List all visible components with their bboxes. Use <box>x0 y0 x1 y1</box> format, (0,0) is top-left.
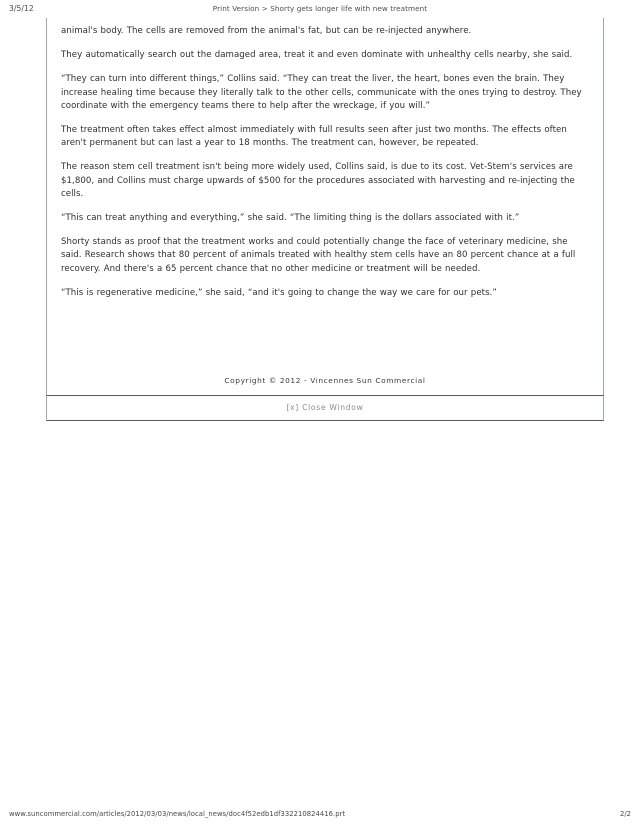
article-paragraph: “This is regenerative medicine,” she said, “and it's going to change the way we care for our pets.” <box>61 287 497 298</box>
article-container <box>46 18 604 396</box>
article-paragraph: They automatically search out the damaged area, treat it and even dominate with unhealthy cells nearby, she said. <box>61 50 573 61</box>
article-paragraph: “They can turn into different things,” Collins said. “They can treat the liver, the heart, bones even the brain. They increase healing time because they literally talk to the other cells, communicate with the ones trying to destroy. They coordinate with the emergency teams there to help after the wreckage, if you will.” <box>61 74 582 111</box>
copyright-notice: Copyright © 2012 - Vincennes Sun Commercial <box>224 376 426 385</box>
print-page-title: Print Version > Shorty gets longer life with new treatment <box>212 4 428 13</box>
article-paragraph: The treatment often takes effect almost immediately with full results seen after just two months. The effects often aren't permanent but can last a year to 18 months. The treatment can, however, be repeated. <box>61 125 567 149</box>
print-header <box>0 4 640 18</box>
article-paragraph: Shorty stands as proof that the treatment works and could potentially change the face of veterinary medicine, she said. Research shows that 80 percent of animals treated with healthy stem cells have an 80 percent chance at a full recovery. And there's a 65 percent chance that no other medicine or treatment will be needed. <box>61 237 576 274</box>
article-paragraph: animal's body. The cells are removed from the animal's fat, but can be re-injected anywhere. <box>61 26 472 36</box>
blank-page-area <box>0 425 640 805</box>
print-footer-url: www.suncommercial.com/articles/2012/03/03/news/local_news/doc4f52edb1df332210824416.prt <box>9 810 346 818</box>
close-window-bar <box>46 396 604 421</box>
article-paragraph: The reason stem cell treatment isn't being more widely used, Collins said, is due to its cost. Vet-Stem's services are $1,800, and Collins must charge upwards of $500 for the procedures associated with harvesting and re-injecting the cells. <box>61 162 575 199</box>
print-footer <box>0 810 640 824</box>
print-footer-page-number: 2/2 <box>620 810 631 818</box>
close-window-link[interactable]: [x] Close Window <box>286 403 364 412</box>
article-body <box>47 18 603 300</box>
article-paragraph: “This can treat anything and everything,” she said. “The limiting thing is the dollars associated with it.” <box>61 213 520 224</box>
print-date: 3/5/12 <box>9 4 34 13</box>
